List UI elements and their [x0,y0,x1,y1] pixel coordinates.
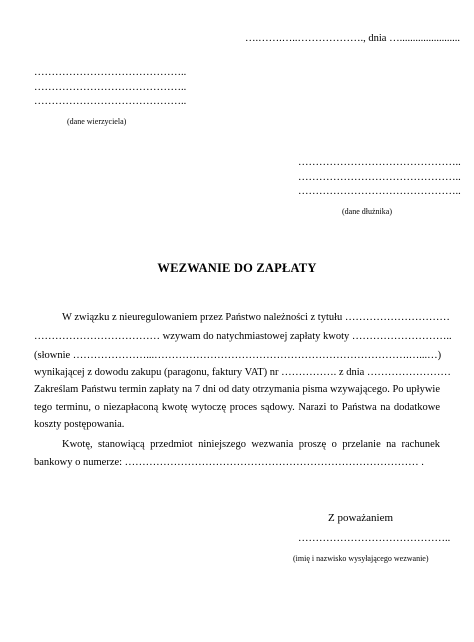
place-date-line: ….…….…..………………., dnia …....................... [245,33,460,44]
debtor-line-3: ……………………………………….. [298,186,461,197]
signature-caption: (imię i nazwisko wysyłającego wezwanie) [293,554,429,563]
body-p2-line-1: Zakreślam Państwu termin zapłaty na 7 dni od daty otrzymania pisma wzywającego. Po upływie [34,384,440,395]
body-p3-line-1: Kwotę, stanowiącą przedmiot niniejszego wezwania proszę o przelanie na rachunek [62,439,440,450]
debtor-line-1: ……………………………………….. [298,157,461,168]
creditor-line-1: …………………………………….. [34,67,187,78]
debtor-caption: (dane dłużnika) [342,207,392,216]
creditor-line-2: …………………………………….. [34,82,187,93]
body-p1-line-4: wynikającej z dowodu zakupu (paragonu, faktury VAT) nr ……………. z dnia …………………… [34,367,451,378]
body-p1-line-1: W związku z nieuregulowaniem przez Państwo należności z tytułu ………………………… [62,312,450,323]
document-title: WEZWANIE DO ZAPŁATY [157,261,317,275]
closing-greeting: Z poważaniem [328,512,394,524]
creditor-line-3: …………………………………….. [34,96,187,107]
body-p1-line-3: (słownie …………………...……………………………………………………………….…...…) [34,350,442,361]
debtor-line-2: ……………………………………….. [298,172,461,183]
body-p2-line-3: koszty postępowania. [34,419,125,430]
creditor-caption: (dane wierzyciela) [67,117,127,126]
body-p1-line-2: ……………………………… wzywam do natychmiastowej zapłaty kwoty ……………………….. [34,331,452,342]
body-p3-line-2: bankowy o numerze: ………………………………………………………………………… . [34,457,424,468]
body-p2-line-2: tego terminu, o niezapłaconą kwotę wytoczę proces sądowy. Narazi to Państwa na dodatkowe [34,402,440,413]
signature-line: …………………………………….. [298,533,451,544]
